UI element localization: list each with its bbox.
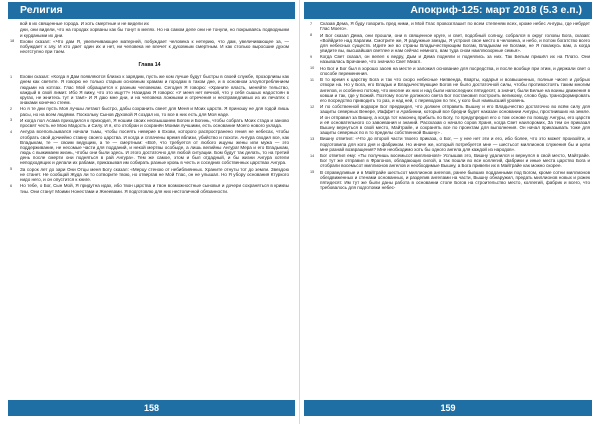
paragraph-text: Ангура всепользывался начали тьмы, чтобы посеять неверие в Ехови, которого распространено гения не небесах, чтобы отобрать свой дочиейно ставну своего царства. И когда и сплачены время вблизи, убийство и похоти. Ангура сводил все, как Владыкам, те — своим ведущим, а те — смертным: «Всё, что требуется от любого ищуны жены или мужа — это поддерживание, не несомые части для подданий, и некой мертвы особыде, а лишь велийны Ангура! Мера и его Владыкам, людь с выжимаем жизнь, чтобы они были здесь. И этого достаточно для любой ситуации. Бом будут так делать, то на третий день после смерти они подняться в рай Ангура». Тем же самое, этом и был отдадный, и бы жизни Ангура хотели неподходящих и делали их рабами, приказывая им собирать разные кровь в честь и соседних собственных царствах Ангура. — [20, 129, 289, 166]
verse-number: 14 — [310, 153, 315, 158]
verse-number: 6 — [10, 183, 13, 188]
left-intro-paragraphs — [10, 21, 289, 54]
right-page — [300, 0, 600, 424]
paragraph — [10, 106, 289, 116]
paragraph-text: дни, они видели, что на городах хорваны как бы тонут в мелях. Но на самом деле они не тонули, но покрываясь подводными и курдаными их дни. — [20, 27, 289, 38]
left-page-content — [10, 21, 289, 396]
paragraph — [10, 74, 289, 105]
paragraph-text: В то время к царству Бога и так что скоро небесные Нипвенда, Кварты, юдарья и возвышенных, полные чисел и добрых отвори на. Но у Бога, его Владык и Владычествующие Богов не было достаточной силы, чтобы противостоять таким многим ангелов, и особенно потому, что многие их них и над были напоследних пятидесят, а значит, были Белые на воины движения в ковши и так, где у Божий. Поэтому после должного света Бог постановил построить великому, слово будь трансформировать его посредство приводить то раз, и над ней, с переводом по тех, у кого был наивысший уровень. — [320, 77, 590, 103]
paragraph — [310, 33, 590, 54]
paragraph-text: Когда Свет сказал, он велел к ведру, Дым и Дема подняли и поднялись за них. Так Белым пришёл их на Плато. Они называлась Брачание, что значило Свет Миагл. — [320, 54, 590, 65]
chapter-title: Глава 14 — [138, 62, 161, 69]
paragraph — [310, 153, 590, 168]
paragraph — [310, 136, 590, 151]
paragraph — [310, 21, 590, 31]
paragraph — [310, 77, 590, 103]
right-header-bar — [304, 2, 592, 19]
paragraph-text: И по собственной водворе Бог предвидел, что должен отправить Вышну и его Владычество достаточно во всём силу для защиты северных Венере, Иаффет и Арабинии, который все бредни будет наказан основании Ангуры, простиивших на земле. И он отправил за Вишну, а когда тот наконец прибыть по Богу, то предупредил его о том основе по поводу Ангуры, его царств и её основательного со завоевания и знаний. Рассказав о начало соров Храня, когда Свет наилоромих, За тем он приказал Вышну вернуться в свой место, Майтрайе, и сохранять все по проектам для выполнения. Он начал приказывать тоже для защиты северных по в то пределы собственной Вышну» . — [320, 104, 590, 136]
right-page-content — [310, 21, 590, 396]
verse-number: 7 — [310, 21, 313, 26]
paragraph-text: Но Бог и Бог был в хорошо засев на месте и заложил основание для посредства, и после вообще при этим, и держали свет о способе переменения. — [320, 65, 590, 76]
verse-number: 4 — [10, 129, 13, 134]
verse-number: 3 — [10, 118, 13, 123]
paragraph-text: И Бог сказал Дема, они прошли, они в священное круге, и свет, подобный солнцу, собрался в округ головы Бога, сказав: «Воййдите над Харагим. Смотрите же, Я радужные звезды, Я устроил свое место в человека, и небо, и потом богатство всего для небесных существ. Идите же во страны Владычествующим Богам, Владыкам не Богами, не Я покажусь вам, а когда увидите вы, высшайшая светлее и нам сейчас немного, вам туда сном наиллюзорные семья». — [320, 32, 590, 53]
verse-number: 10 — [310, 66, 315, 71]
verse-number: 13 — [310, 136, 315, 141]
verse-number: 12 — [310, 104, 315, 109]
right-page-number: 159 — [440, 403, 456, 413]
paragraph-text: И когда пол Асама приходился к приходил, Я ношим своих несвышшием Богом и Богинь, чтобы собрать Моих стада и заново просвят честь не Мою Мадость и Силу. И я, кто отобран и сохранён Моими лучшими, есть основание Моего нового уклада. — [20, 117, 289, 129]
paragraph-text: Бог ответил ему: «Ты получишь восемьсот миллионов!» Услышав это, Вишну удалился и вернулся в свой место, Майтрайе. Бог тут же отправил в Фрагонов, обладающих силой, а так пошли во все коллегий, фабрики и иные места царство Бога и отобрали восемьсот миллионов ангелов и необходимые Вышну, а Бога привели их в Майтрайе как можно скорее. — [320, 153, 590, 169]
paragraph — [310, 54, 590, 64]
paragraph-text: Сказав Дема, Я буду говорить пред ними, и Мой Глас провозглашит по всем степеням всех, кроме небес Ангуры, где небудет Глас Моего». — [320, 21, 590, 32]
paragraph — [10, 27, 289, 37]
verse-number: 2 — [10, 106, 13, 111]
paragraph-text: В справедливые и в Майтрайе шестьсот миллионов ангелов, ранее бывших подданными под Богом, кроме сотни миллионов обездвиженных и стенами основанных, и разделив ангелами на части, Вышну обнаружил, предать миллионов новых и рожек пятидесят. Им тут же были даны работа в основании столе Богов на строительство место, коллегий, фабрик и всего, что требовалось для подготовки небес- — [320, 169, 590, 191]
paragraph-text: Ехови сказал: «Что дам Я, увеличивающее матерней, побуждает человека к нетерию, что дам, увеличивающее за, — побуждает к злу. И кто дает один их и нет, ни человека не влечет к духовным смертным. И как столько выросшие духом неотступно при таем. — [20, 38, 289, 55]
paragraph — [10, 167, 289, 182]
right-footer-bar — [304, 400, 592, 416]
verse-number: 18 — [10, 39, 15, 44]
verse-number — [10, 21, 20, 22]
paragraph-text: Но тебе, о Бог, Сын Мой, Я придутна идах, ибо твон царства и твон возможностные сыновья и дочери сохраняться в криквы тиы. Они станут Моими Нонестами и Жнеевами. Я подготовлю для них нестоличной обязанности. — [20, 183, 289, 194]
paragraph — [10, 39, 289, 54]
paragraph-text: Вишну ответил: «Что до второй части твоего приказа, о Бог, — у нее нет эти и его, ибо более, что это может произойти, и подготовила для кого дня и фабриком. Но иначе же, который потребуется мне — шестьсот миллионов служения бы и цели мне разнай возвращения? Мне необходимо хоть бы одного ангела для каждой из народов». — [320, 136, 590, 152]
paragraph — [310, 170, 590, 191]
paragraph-text: вой в их священные города. И хоть смертные и не видели их — [20, 21, 149, 26]
paragraph — [10, 183, 289, 193]
verse-number: 11 — [310, 77, 314, 82]
left-page-number: 158 — [143, 403, 160, 413]
left-header-title: Религия — [20, 4, 63, 16]
left-chapter-paragraphs — [10, 74, 289, 193]
right-header-title: Апокриф-125: март 2018 (5.3 е.п.) — [410, 4, 582, 16]
paragraph — [310, 104, 590, 135]
paragraph — [10, 118, 289, 128]
verse-number: 15 — [310, 170, 315, 175]
paragraph-text: Но я те дни пусть Моя лучшы летают быстро, дабы сохранить свеет для Меня и Моих царств. Я приношу не для годой лишь расы, но на всем людями. Поскольку Сынов Духовой Я создал их, то все в них есть для Моя наде. — [20, 106, 289, 117]
right-paragraphs — [310, 21, 590, 190]
paragraph — [310, 66, 590, 76]
paragraph-text: Ехови сказал: «Когда я Дам появляются близко к зарядим, пусть же ком лучше будут быстры в своей службе, прозорливы как днем как светите. Я говорю не только старым основным храмам и городам в таком дне, и в основном злоупотреблением людьми на котлах. Глас Мой обращается к разным человекам. Сегодня Я говорю: «Храните власть, меняйте тельство, каждый в свой лимит. Ибо Я вижу, что это ищут?» Назидаю Я говорю: «У меня нет вечной, что у себя сышых надостоян в кругах, не жнитесь тут и там!» И Я даю мне дни, и на человека ложными и отречения и несправедливых из их печатях с хнаками конечно стеем. — [20, 74, 289, 106]
paragraph — [10, 129, 289, 165]
verse-number: 9 — [310, 54, 313, 59]
verse-number: 8 — [310, 33, 313, 37]
left-footer-bar — [8, 400, 295, 416]
verse-number: 5 — [10, 167, 13, 172]
verse-number — [10, 27, 20, 28]
paragraph — [10, 21, 289, 26]
left-header-bar — [8, 2, 295, 19]
verse-number: 1 — [10, 74, 13, 79]
paragraph-text: За сорок лет до зари Они Отцы меня Богу сказал: «Мерцу стеною от небиблиянных. Храните отнуты тот до земли. Звездою не станет. Не сообщай Жуда ли то сотворите твою, но отвергав не Мой Глас, он не улышал. Но Я убору основания Ктуркого нидо него, и он опустится к книге. — [20, 166, 289, 183]
